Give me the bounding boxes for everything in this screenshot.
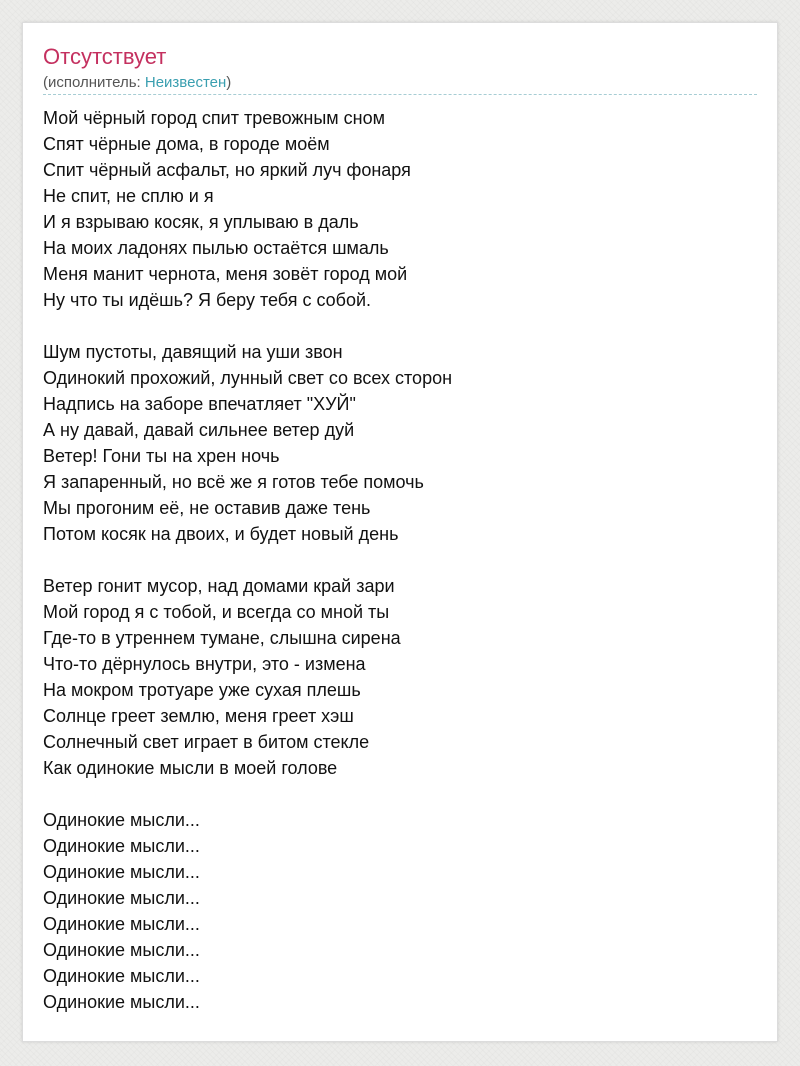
lyrics-stanza <box>43 105 759 313</box>
lyric-line: Я запаренный, но всё же я готов тебе помочь <box>43 472 424 492</box>
title-divider <box>43 94 757 95</box>
lyrics-stanza <box>43 573 759 781</box>
lyric-line: Не спит, не сплю и я <box>43 186 214 206</box>
lyric-line: Одинокие мысли... <box>43 836 200 856</box>
lyric-line: Одинокие мысли... <box>43 940 200 960</box>
lyric-line: Мы прогоним её, не оставив даже тень <box>43 498 371 518</box>
lyric-line: На моих ладонях пылью остаётся шмаль <box>43 238 389 258</box>
lyric-line: Ветер гонит мусор, над домами край зари <box>43 576 395 596</box>
lyric-line: Потом косяк на двоих, и будет новый день <box>43 524 399 544</box>
lyric-line: Одинокие мысли... <box>43 810 200 830</box>
lyric-line: На мокром тротуаре уже сухая плешь <box>43 680 361 700</box>
lyric-line: Мой город я с тобой, и всегда со мной ты <box>43 602 390 622</box>
lyric-line: Одинокий прохожий, лунный свет со всех сторон <box>43 368 453 388</box>
lyric-line: А ну давай, давай сильнее ветер дуй <box>43 420 355 440</box>
artist-link[interactable]: Неизвестен <box>144 74 227 91</box>
lyric-line: Шум пустоты, давящий на уши звон <box>43 342 343 362</box>
artist-suffix: ) <box>226 74 232 91</box>
lyric-line: Солнечный свет играет в битом стекле <box>43 732 370 752</box>
lyric-line: Как одинокие мысли в моей голове <box>43 758 338 778</box>
song-title: Отсутствует <box>43 44 167 69</box>
lyric-line: И я взрываю косяк, я уплываю в даль <box>43 212 359 232</box>
lyric-line: Одинокие мысли... <box>43 966 200 986</box>
lyric-line: Что-то дёрнулось внутри, это - измена <box>43 654 366 674</box>
lyric-line: Меня манит чернота, меня зовёт город мой <box>43 264 408 284</box>
lyric-line: Спят чёрные дома, в городе моём <box>43 134 330 154</box>
lyric-line: Мой чёрный город спит тревожным сном <box>43 108 386 128</box>
lyrics-body <box>43 105 759 1041</box>
lyric-line: Одинокие мысли... <box>43 914 200 934</box>
lyrics-stanza <box>43 339 759 547</box>
lyrics-card <box>22 22 778 1042</box>
lyric-line: Одинокие мысли... <box>43 992 200 1012</box>
lyric-line: Надпись на заборе впечатляет "ХУЙ" <box>43 394 356 414</box>
lyric-line: Ветер! Гони ты на хрен ночь <box>43 446 280 466</box>
lyric-line: Где-то в утреннем тумане, слышна сирена <box>43 628 401 648</box>
lyric-line: Одинокие мысли... <box>43 888 200 908</box>
lyric-line: Спит чёрный асфальт, но яркий луч фонаря <box>43 160 411 180</box>
artist-line <box>43 73 231 93</box>
lyrics-stanza <box>43 807 759 1015</box>
lyric-line: Ну что ты идёшь? Я беру тебя с собой. <box>43 290 372 310</box>
lyric-line: Одинокие мысли... <box>43 862 200 882</box>
lyric-line: Солнце греет землю, меня греет хэш <box>43 706 354 726</box>
artist-prefix: (исполнитель: <box>43 74 145 91</box>
